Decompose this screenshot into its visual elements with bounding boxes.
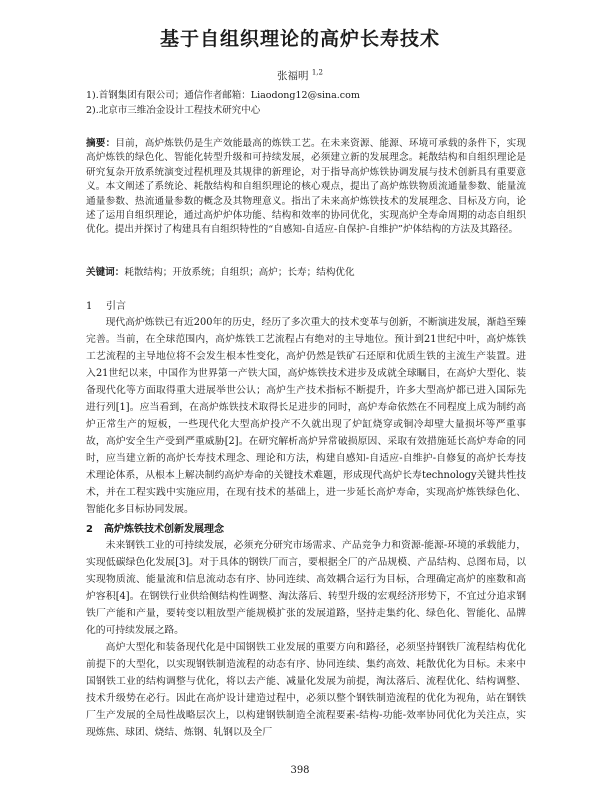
author-line <box>0 68 600 83</box>
section-2-heading <box>86 520 224 535</box>
author-name: 张福明 <box>277 70 309 82</box>
keywords-text: 耗散结构；开放系统；自组织；高炉；长寿；结构优化 <box>124 267 355 278</box>
section-2-body <box>86 537 526 741</box>
keywords <box>86 266 526 280</box>
abstract-text: 目前，高炉炼铁仍是生产效能最高的炼铁工艺。在未来资源、能源、环境可承载的条件下，实现高炉炼铁的绿色化、智能化转型升级和可持续发展，必须建立新的发展理念。耗散结构和自组织理论是研究复杂开放系统演变过程机理及其规律的新理论，对于指导高炉炼铁协调发展与技术创新具有重要意义。本文阐述了系统论、耗散结构和自组织理论的核心观点，提出了高炉炼铁物质流通量参数、能量流通量参数、热流通量参数的概念及其物理意义。指出了未来高炉炼铁技术的发展理念、目标及方向，论述了运用自组织理论，通过高炉炉体功能、结构和效率的协同优化，实现高炉全寿命周期的动态自组织优化。提出并探讨了构建具有自组织特性的“自感知-自适应-自保护-自维护”炉体结构的方法及其路径。 <box>86 138 527 236</box>
section-2-number: 2 <box>86 524 93 535</box>
section-1-heading <box>86 297 126 312</box>
page-number: 398 <box>290 765 310 776</box>
author-affiliation-marks: 1,2 <box>311 68 323 77</box>
section-1-number: 1 <box>86 301 93 312</box>
paper-title: 基于自组织理论的高炉长寿技术 <box>159 28 440 50</box>
affiliations <box>86 88 526 118</box>
section-2-paragraph-2: 高炉大型化和装备现代化是中国钢铁工业发展的重要方向和路径，必须坚持钢铁厂流程结构优化前提下的大型化，以实现钢铁制造流程的动态有序、协同连续、集约高效、耗散优化为目标。未来中国钢铁工业的结构调整与优化，将以去产能、减量化发展为前提，淘汰落后、流程优化、结构调整、技术升级势在必行。因此在高炉设计建造过程中，必须以整个钢铁制造流程的优化为视角，站在钢铁厂生产发展的全局性战略层次上，以构建钢铁制造全流程要素-结构-功能-效率协同优化为关注点，实现炼焦、球团、烧结、炼钢、轧钢以及全厂 <box>86 642 526 738</box>
section-2-title: 高炉炼铁技术创新发展理念 <box>104 524 224 535</box>
keywords-label: 关键词： <box>86 267 125 278</box>
section-2-paragraph-1: 未来钢铁工业的可持续发展，必须充分研究市场需求、产品竞争力和资源-能源-环境的承载能力，实现低碳绿色化发展[3]。对于具体的钢铁厂而言，要根据全厂的产品规模、产品结构、总图布局，以实现物质流、能量流和信息流动态有序、协同连续、高效耦合运行为目标，合理确定高炉的座数和高炉容积[4]。在钢铁行业供给侧结构性调整、淘汰落后、转型升级的宏观经济形势下，不宜过分追求钢铁厂产能和产量，要转变以粗放型产能规模扩张的发展道路，坚持走集约化、绿色化、智能化、品牌化的可持续发展之路。 <box>86 540 526 636</box>
section-1-title: 引言 <box>106 301 126 312</box>
abstract <box>86 137 526 238</box>
affiliation-1: 1).首钢集团有限公司；通信作者邮箱：Liaodong12@sina.com <box>86 90 360 101</box>
section-1-body: 现代高炉炼铁已有近200年的历史，经历了多次重大的技术变革与创新，不断演进发展，渐趋至臻完善。当前，在全球范围内，高炉炼铁工艺流程占有绝对的主导地位。预计到21世纪中叶，高炉炼铁工艺流程的主导地位将不会发生根本性变化，高炉仍然是铁矿石还原和优质生铁的主流生产装置。进入21世纪以来，中国作为世界第一产铁大国，高炉炼铁技术进步及成就全球瞩目，在高炉大型化、装备现代化等方面取得重大进展举世公认；高炉生产技术指标不断提升，许多大型高炉都已进入国际先进行列[1]。应当看到，在高炉炼铁技术取得长足进步的同时，高炉寿命依然在不同程度上成为制约高炉正常生产的短板，一些现代化大型高炉投产不久就出现了炉缸烧穿或铜冷却壁大量损坏等严重事故，高炉安全生产受到严重威胁[2]。在研究解析高炉异常破损原因、采取有效措施延长高炉寿命的同时，应当建立新的高炉长寿技术理念、理论和方法，构建自感知-自适应-自维护-自修复的高炉长寿技术理论体系，从根本上解决制约高炉寿命的关键技术难题，形成现代高炉长寿technology关键共性技术，并在工程实践中实施应用，在现有技术的基础上，进一步延长高炉寿命，实现高炉炼铁绿色化、智能化多目标协同发展。 <box>86 317 526 515</box>
affiliation-2: 2).北京市三维冶金设计工程技术研究中心 <box>86 105 261 116</box>
abstract-label: 摘要： <box>86 138 116 149</box>
